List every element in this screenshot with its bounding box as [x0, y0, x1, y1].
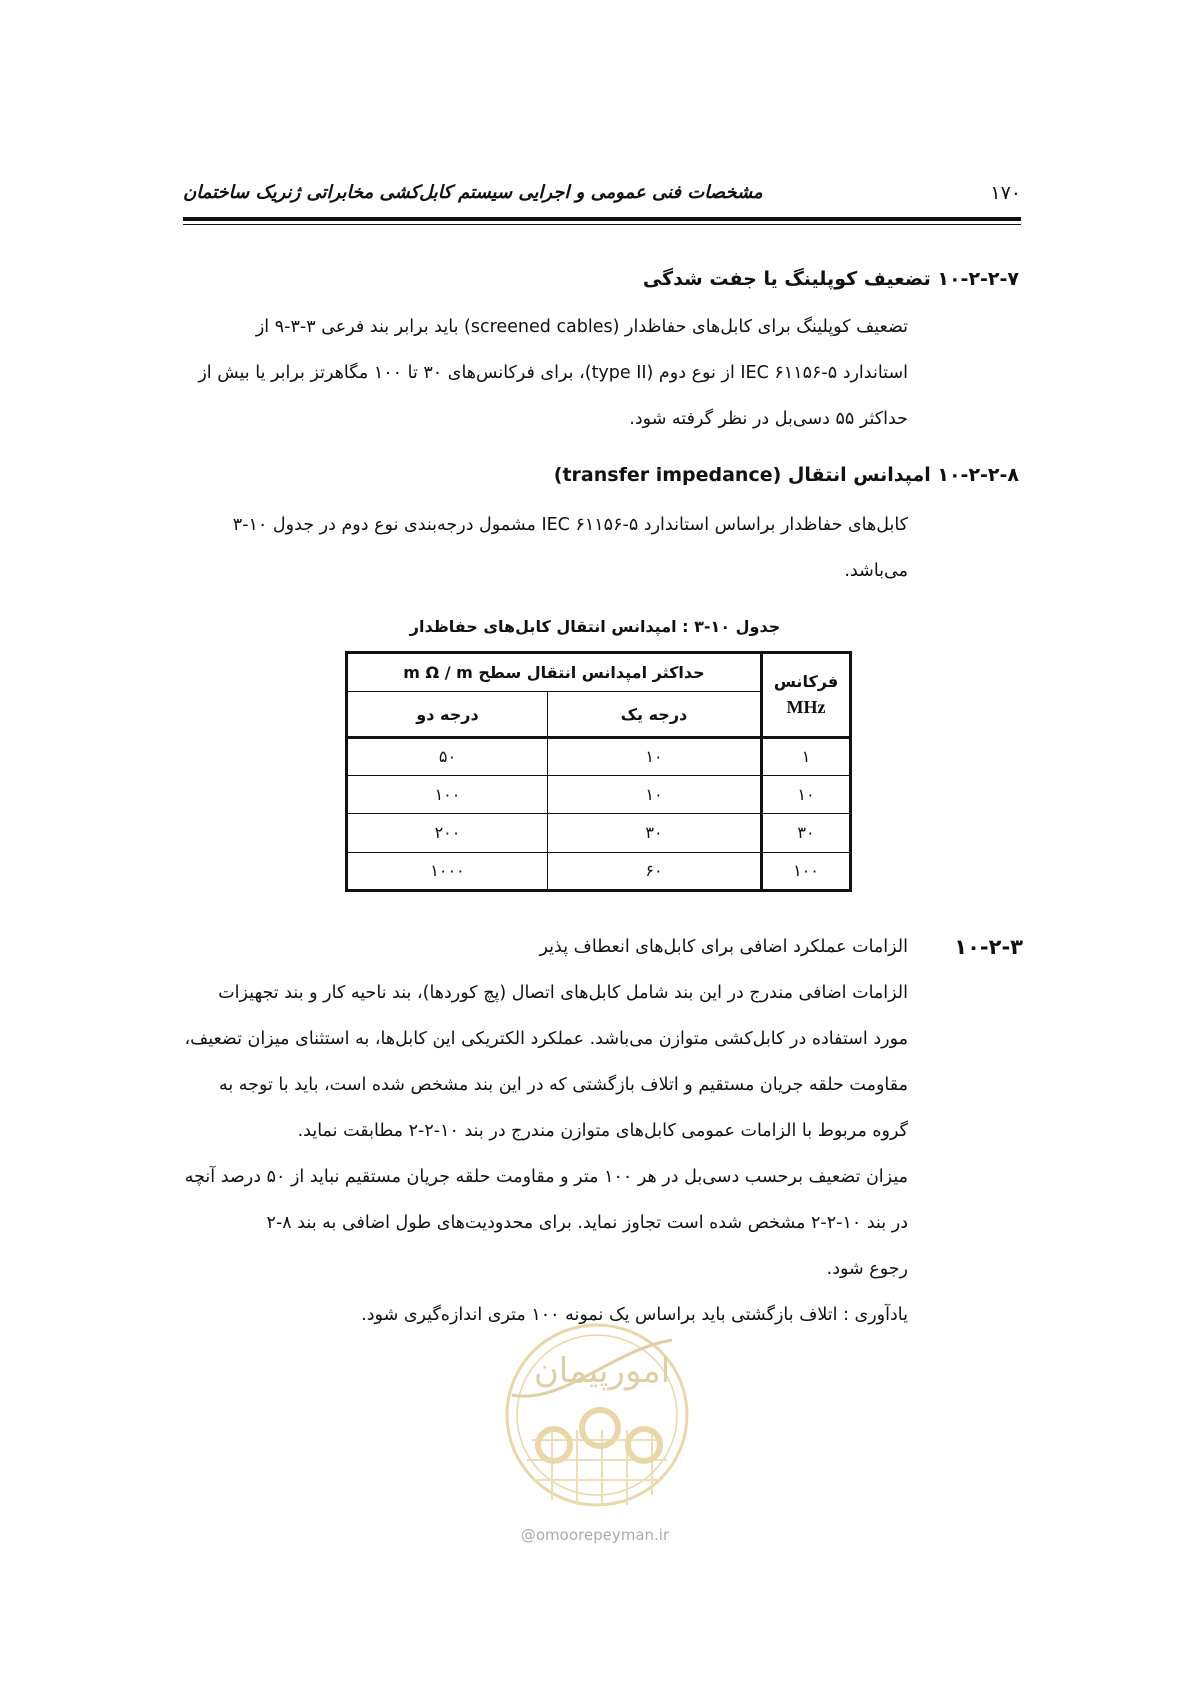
paragraph-line: حداکثر ۵۵ دسی‌بل در نظر گرفته شود. — [629, 409, 908, 429]
paragraph-transfer-impedance — [183, 502, 908, 594]
paragraph-line: گروه مربوط با الزامات عمومی کابل‌های متوازن مندرج در بند ۱۰-۲-۲ مطابقت نماید. — [297, 1121, 908, 1141]
paragraph-line: رجوع شود. — [826, 1259, 908, 1279]
paragraph-flexible-cables — [183, 970, 908, 1338]
cell-grade-two: ۲۰۰ — [347, 814, 548, 852]
watermark-url: @omoorepeyman.ir — [520, 1526, 670, 1544]
paragraph-line: در بند ۱۰-۲-۲ مشخص شده است تجاوز نماید. برای محدودیت‌های طول اضافی به بند ۸-۲ — [266, 1213, 908, 1233]
grade-one-header: درجه یک — [547, 692, 761, 737]
table-row — [347, 852, 851, 890]
transfer-impedance-table — [345, 651, 852, 892]
table-row — [347, 737, 851, 775]
max-impedance-header: حداکثر امپدانس انتقال سطح m Ω / m — [347, 653, 762, 692]
cell-frequency: ۱۰۰ — [762, 852, 851, 890]
paragraph-line: مقاومت حلقه جریان مستقیم و اتلاف بازگشتی که در این بند مشخص شده است، باید با توجه به — [218, 1075, 908, 1095]
frequency-unit-label: MHz — [786, 696, 826, 717]
cell-grade-one: ۱۰ — [547, 737, 761, 775]
cell-frequency: ۱۰ — [762, 776, 851, 814]
paragraph-line: الزامات اضافی مندرج در این بند شامل کابل‌های اتصال (پچ کوردها)، بند ناحیه کار و بند تجهیزات — [218, 983, 908, 1003]
cell-frequency: ۱ — [762, 737, 851, 775]
cell-grade-two: ۱۰۰ — [347, 776, 548, 814]
cell-grade-two: ۵۰ — [347, 737, 548, 775]
cell-grade-one: ۶۰ — [547, 852, 761, 890]
cell-grade-two: ۱۰۰۰ — [347, 852, 548, 890]
grade-two-header: درجه دو — [347, 692, 548, 737]
page-number: ۱۷۰ — [990, 182, 1021, 204]
cell-grade-one: ۱۰ — [547, 776, 761, 814]
table-row — [347, 814, 851, 852]
section-title-flexible-cables: الزامات عملکرد اضافی برای کابل‌های انعطاف پذیر — [539, 937, 908, 957]
paragraph-coupling-attenuation — [183, 304, 908, 442]
header-rule-thin — [183, 224, 1021, 225]
header-rule-thick — [183, 217, 1021, 221]
frequency-header-label: فرکانس — [773, 671, 839, 691]
section-number-flexible-cables: ۱۰-۲-۳ — [954, 935, 1023, 959]
paragraph-line: میزان تضعیف برحسب دسی‌بل در هر ۱۰۰ متر و مقاومت حلقه جریان مستقیم نباید از ۵۰ درصد آنچه — [184, 1167, 908, 1187]
table-row — [347, 776, 851, 814]
table-caption: جدول ۱۰-۳ : امپدانس انتقال کابل‌های حفاظدار — [409, 617, 781, 636]
watermark-logo-text: امورپیمان — [533, 1351, 671, 1391]
paragraph-line: استاندارد ۵-۶۱۱۵۶ IEC از نوع دوم (type II)، برای فرکانس‌های ۳۰ تا ۱۰۰ مگاهرتز برابر یا بیش از — [198, 363, 908, 383]
paragraph-line: مورد استفاده در کابل‌کشی متوازن می‌باشد. عملکرد الکتریکی این کابل‌ها، به استثنای میزان تضعیف، — [184, 1029, 908, 1049]
paragraph-line: تضعیف کوپلینگ برای کابل‌های حفاظدار (screened cables) باید برابر بند فرعی ۳-۳-۹ از — [255, 317, 908, 337]
running-title: مشخصات فنی عمومی و اجرایی سیستم کابل‌کشی مخابراتی ژنریک ساختمان — [183, 182, 763, 203]
watermark-logo — [482, 1320, 712, 1520]
page-header — [183, 182, 1021, 216]
paragraph-line: می‌باشد. — [844, 561, 908, 581]
section-heading-coupling-attenuation: ۱۰-۲-۲-۷ تضعیف کوپلینگ یا جفت شدگی — [642, 268, 1019, 290]
cell-frequency: ۳۰ — [762, 814, 851, 852]
section-heading-transfer-impedance: ۱۰-۲-۲-۸ امپدانس انتقال (transfer impedance) — [553, 464, 1019, 486]
frequency-header — [762, 653, 851, 738]
cell-grade-one: ۳۰ — [547, 814, 761, 852]
paragraph-line: یادآوری : اتلاف بازگشتی باید براساس یک نمونه ۱۰۰ متری اندازه‌گیری شود. — [361, 1305, 908, 1325]
paragraph-line: کابل‌های حفاظدار براساس استاندارد ۵-۶۱۱۵۶ IEC مشمول درجه‌بندی نوع دوم در جدول ۱۰-۳ — [232, 515, 908, 535]
